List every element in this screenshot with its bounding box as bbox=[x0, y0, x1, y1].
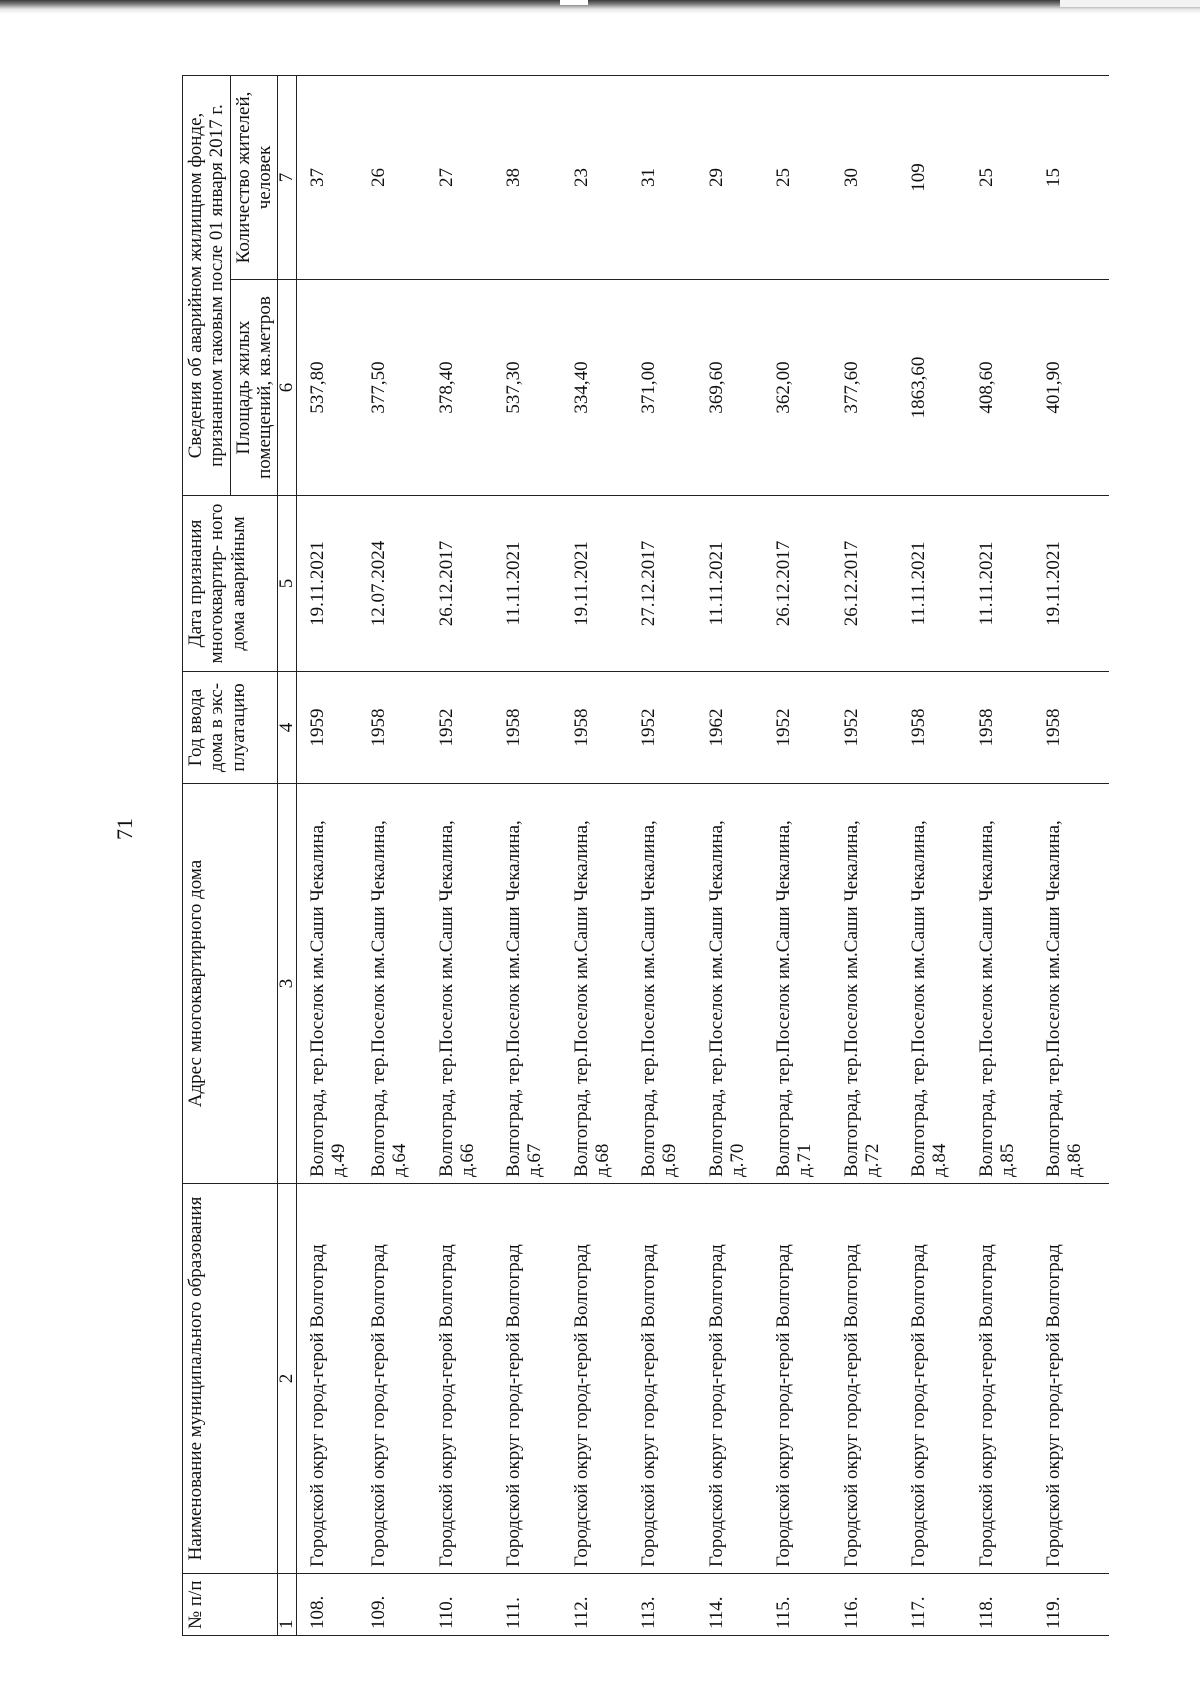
municipality-name: Городской округ город-герой Волгоград bbox=[366, 1184, 434, 1574]
header-date: Дата признания многоквартир- ного дома аварийным bbox=[183, 496, 278, 672]
emergency-date: 26.12.2017 bbox=[434, 496, 502, 672]
emergency-date: 12.07.2024 bbox=[366, 496, 434, 672]
house-address: Волгоград, тер.Поселок им.Саши Чекалина, д.68 bbox=[569, 784, 637, 1184]
residents-count: 27 bbox=[434, 75, 502, 279]
table-body bbox=[297, 75, 1109, 1635]
page-number: 71 bbox=[112, 818, 137, 840]
residents-count: 25 bbox=[771, 75, 839, 279]
table-row bbox=[704, 75, 772, 1635]
house-address: Волгоград, тер.Поселок им.Саши Чекалина, д.49 bbox=[297, 784, 367, 1184]
emergency-date: 26.12.2017 bbox=[771, 496, 839, 672]
header-people: Количество жителей, человек bbox=[230, 75, 278, 279]
table-row bbox=[906, 75, 974, 1635]
row-number: 111. bbox=[501, 1574, 569, 1636]
municipality-name: Городской округ город-герой Волгоград bbox=[771, 1184, 839, 1574]
living-area: 378,40 bbox=[434, 280, 502, 496]
residents-count: 31 bbox=[636, 75, 704, 279]
residents-count: 26 bbox=[366, 75, 434, 279]
emergency-date: 19.11.2021 bbox=[569, 496, 637, 672]
header-group: Сведения об аварийном жилищном фонде, признанном таковым после 01 января 2017 г. bbox=[183, 75, 231, 495]
row-number: 110. bbox=[434, 1574, 502, 1636]
colnum-4: 4 bbox=[278, 672, 297, 784]
row-number: 108. bbox=[297, 1574, 367, 1636]
row-number: 119. bbox=[1041, 1574, 1109, 1636]
colnum-1: 1 bbox=[278, 1574, 297, 1636]
commissioning-year: 1952 bbox=[636, 672, 704, 784]
living-area: 334,40 bbox=[569, 280, 637, 496]
table-row bbox=[636, 75, 704, 1635]
housing-table bbox=[182, 75, 1109, 1636]
municipality-name: Городской округ город-герой Волгоград bbox=[297, 1184, 367, 1574]
emergency-date: 19.11.2021 bbox=[297, 496, 367, 672]
house-address: Волгоград, тер.Поселок им.Саши Чекалина, д.84 bbox=[906, 784, 974, 1184]
municipality-name: Городской округ город-герой Волгоград bbox=[501, 1184, 569, 1574]
commissioning-year: 1958 bbox=[906, 672, 974, 784]
residents-count: 29 bbox=[704, 75, 772, 279]
living-area: 362,00 bbox=[771, 280, 839, 496]
colnum-7: 7 bbox=[278, 75, 297, 279]
living-area: 401,90 bbox=[1041, 280, 1109, 496]
residents-count: 37 bbox=[297, 75, 367, 279]
table-row bbox=[366, 75, 434, 1635]
table-row bbox=[297, 75, 367, 1635]
table-row bbox=[434, 75, 502, 1635]
house-address: Волгоград, тер.Поселок им.Саши Чекалина, д.86 bbox=[1041, 784, 1109, 1184]
commissioning-year: 1962 bbox=[704, 672, 772, 784]
living-area: 537,30 bbox=[501, 280, 569, 496]
table-row bbox=[569, 75, 637, 1635]
emergency-date: 11.11.2021 bbox=[704, 496, 772, 672]
residents-count: 38 bbox=[501, 75, 569, 279]
commissioning-year: 1952 bbox=[434, 672, 502, 784]
emergency-date: 26.12.2017 bbox=[839, 496, 907, 672]
house-address: Волгоград, тер.Поселок им.Саши Чекалина, д.85 bbox=[974, 784, 1042, 1184]
colnum-3: 3 bbox=[278, 784, 297, 1184]
living-area: 371,00 bbox=[636, 280, 704, 496]
commissioning-year: 1958 bbox=[569, 672, 637, 784]
emergency-date: 27.12.2017 bbox=[636, 496, 704, 672]
colnum-5: 5 bbox=[278, 496, 297, 672]
municipality-name: Городской округ город-герой Волгоград bbox=[974, 1184, 1042, 1574]
emergency-date: 19.11.2021 bbox=[1041, 496, 1109, 672]
residents-count: 23 bbox=[569, 75, 637, 279]
house-address: Волгоград, тер.Поселок им.Саши Чекалина, д.70 bbox=[704, 784, 772, 1184]
header-year: Год ввода дома в экс- плуатацию bbox=[183, 672, 278, 784]
living-area: 1863,60 bbox=[906, 280, 974, 496]
residents-count: 25 bbox=[974, 75, 1042, 279]
header-area: Площадь жилых помещений, кв.метров bbox=[230, 280, 278, 496]
living-area: 408,60 bbox=[974, 280, 1042, 496]
house-address: Волгоград, тер.Поселок им.Саши Чекалина, д.72 bbox=[839, 784, 907, 1184]
residents-count: 30 bbox=[839, 75, 907, 279]
municipality-name: Городской округ город-герой Волгоград bbox=[1041, 1184, 1109, 1574]
scan-top-edge bbox=[0, 0, 1200, 14]
living-area: 369,60 bbox=[704, 280, 772, 496]
municipality-name: Городской округ город-герой Волгоград bbox=[906, 1184, 974, 1574]
row-number: 114. bbox=[704, 1574, 772, 1636]
header-row-main bbox=[183, 75, 231, 1635]
column-number-row bbox=[278, 75, 297, 1635]
municipality-name: Городской округ город-герой Волгоград bbox=[636, 1184, 704, 1574]
header-address: Адрес многоквартирного дома bbox=[183, 784, 278, 1184]
commissioning-year: 1958 bbox=[1041, 672, 1109, 784]
emergency-date: 11.11.2021 bbox=[974, 496, 1042, 672]
table-row bbox=[771, 75, 839, 1635]
house-address: Волгоград, тер.Поселок им.Саши Чекалина, д.69 bbox=[636, 784, 704, 1184]
emergency-date: 11.11.2021 bbox=[906, 496, 974, 672]
rotated-table-sheet bbox=[182, 76, 1200, 1636]
living-area: 377,50 bbox=[366, 280, 434, 496]
house-address: Волгоград, тер.Поселок им.Саши Чекалина, д.66 bbox=[434, 784, 502, 1184]
residents-count: 15 bbox=[1041, 75, 1109, 279]
house-address: Волгоград, тер.Поселок им.Саши Чекалина, д.64 bbox=[366, 784, 434, 1184]
table-row bbox=[839, 75, 907, 1635]
living-area: 377,60 bbox=[839, 280, 907, 496]
municipality-name: Городской округ город-герой Волгоград bbox=[569, 1184, 637, 1574]
row-number: 117. bbox=[906, 1574, 974, 1636]
house-address: Волгоград, тер.Поселок им.Саши Чекалина, д.71 bbox=[771, 784, 839, 1184]
living-area: 537,80 bbox=[297, 280, 367, 496]
municipality-name: Городской округ город-герой Волгоград bbox=[434, 1184, 502, 1574]
municipality-name: Городской округ город-герой Волгоград bbox=[704, 1184, 772, 1574]
row-number: 118. bbox=[974, 1574, 1042, 1636]
table-row bbox=[1041, 75, 1109, 1635]
row-number: 109. bbox=[366, 1574, 434, 1636]
commissioning-year: 1959 bbox=[297, 672, 367, 784]
row-number: 112. bbox=[569, 1574, 637, 1636]
row-number: 115. bbox=[771, 1574, 839, 1636]
row-number: 116. bbox=[839, 1574, 907, 1636]
house-address: Волгоград, тер.Поселок им.Саши Чекалина, д.67 bbox=[501, 784, 569, 1184]
header-num: № п/п bbox=[183, 1574, 278, 1636]
commissioning-year: 1952 bbox=[839, 672, 907, 784]
colnum-2: 2 bbox=[278, 1184, 297, 1574]
table-row bbox=[974, 75, 1042, 1635]
municipality-name: Городской округ город-герой Волгоград bbox=[839, 1184, 907, 1574]
commissioning-year: 1952 bbox=[771, 672, 839, 784]
header-name: Наименование муниципального образования bbox=[183, 1184, 278, 1574]
commissioning-year: 1958 bbox=[501, 672, 569, 784]
emergency-date: 11.11.2021 bbox=[501, 496, 569, 672]
commissioning-year: 1958 bbox=[974, 672, 1042, 784]
table-row bbox=[501, 75, 569, 1635]
commissioning-year: 1958 bbox=[366, 672, 434, 784]
colnum-6: 6 bbox=[278, 280, 297, 496]
residents-count: 109 bbox=[906, 75, 974, 279]
row-number: 113. bbox=[636, 1574, 704, 1636]
